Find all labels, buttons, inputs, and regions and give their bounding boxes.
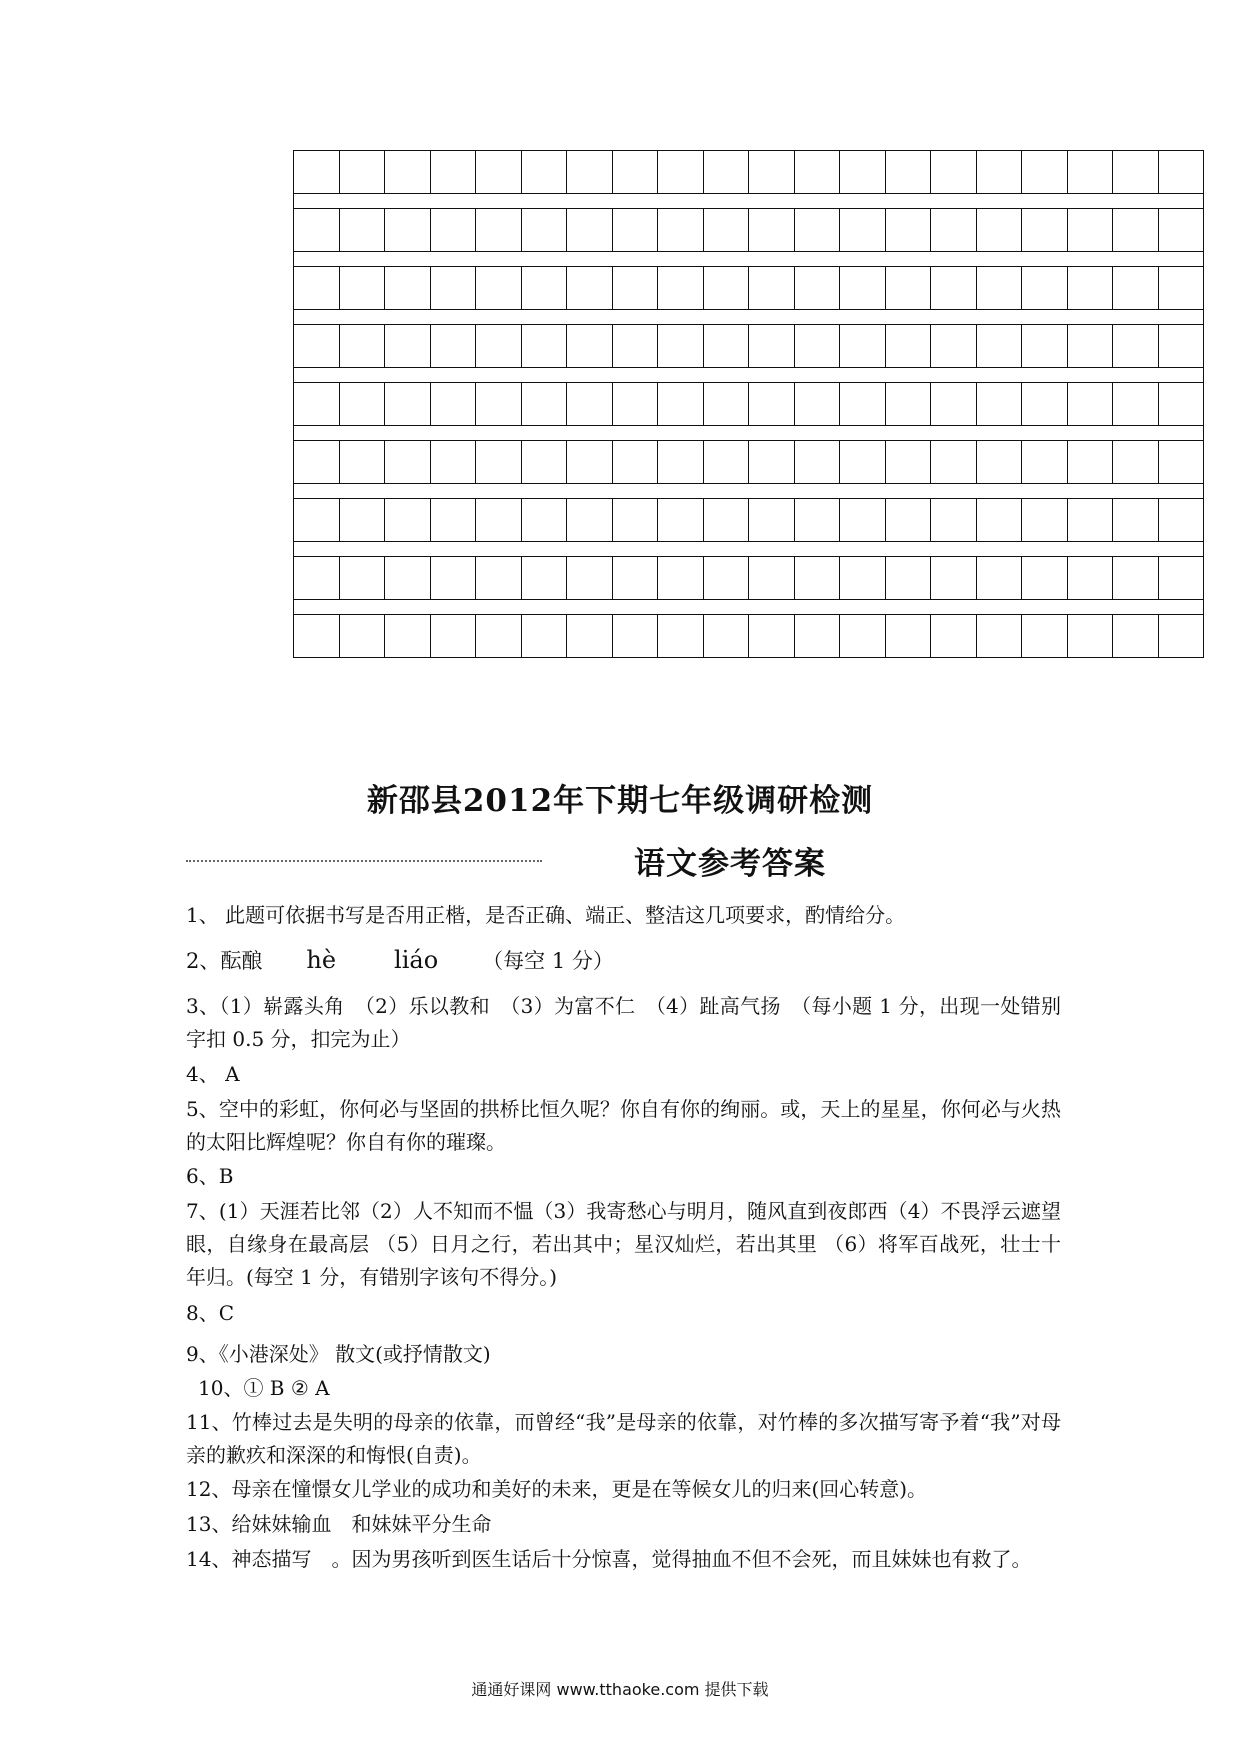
grid-cell (475, 499, 521, 541)
composition-grid (293, 150, 1204, 658)
grid-cell (794, 383, 840, 425)
grid-cell (339, 615, 385, 657)
answer-8: 8、C (186, 1301, 235, 1325)
grid-cell (521, 267, 567, 309)
grid-cell (976, 499, 1022, 541)
grid-cell (885, 615, 931, 657)
grid-cell (976, 267, 1022, 309)
grid-cell (521, 615, 567, 657)
grid-cell (430, 499, 476, 541)
grid-cell (1112, 383, 1158, 425)
grid-cell (430, 615, 476, 657)
grid-cell (885, 383, 931, 425)
grid-cell (930, 325, 976, 367)
grid-cell (1112, 209, 1158, 251)
grid-cell (930, 441, 976, 483)
grid-cell (930, 267, 976, 309)
grid-cell (339, 557, 385, 599)
grid-cell (839, 499, 885, 541)
grid-cell (384, 325, 430, 367)
grid-cell (612, 267, 658, 309)
grid-cell (885, 325, 931, 367)
grid-cell (294, 151, 339, 193)
grid-cell (657, 441, 703, 483)
grid-cell (475, 151, 521, 193)
grid-cell (794, 557, 840, 599)
grid-cell (384, 615, 430, 657)
grid-cell (612, 615, 658, 657)
grid-cell (1021, 499, 1067, 541)
grid-cell (657, 499, 703, 541)
grid-cell (294, 441, 339, 483)
grid-cell (475, 557, 521, 599)
grid-cell (748, 499, 794, 541)
grid-cell (839, 557, 885, 599)
grid-cell (1112, 267, 1158, 309)
grid-cell (384, 151, 430, 193)
grid-cell (976, 383, 1022, 425)
grid-cell (566, 209, 612, 251)
grid-row (294, 383, 1203, 425)
grid-cell (1067, 557, 1113, 599)
grid-cell (930, 151, 976, 193)
grid-row-separator (294, 599, 1203, 615)
document-subtitle: 语文参考答案 (634, 846, 826, 882)
grid-cell (930, 557, 976, 599)
grid-cell (839, 209, 885, 251)
grid-cell (885, 267, 931, 309)
grid-cell (794, 325, 840, 367)
grid-cell (1112, 557, 1158, 599)
grid-cell (1158, 267, 1204, 309)
grid-cell (384, 441, 430, 483)
answer-2-note: （每空 1 分） (482, 949, 614, 973)
grid-cell (430, 383, 476, 425)
grid-cell (1158, 557, 1204, 599)
grid-cell (885, 557, 931, 599)
grid-cell (430, 151, 476, 193)
grid-cell (794, 441, 840, 483)
grid-cell (657, 383, 703, 425)
grid-cell (430, 209, 476, 251)
grid-cell (657, 557, 703, 599)
grid-cell (794, 499, 840, 541)
grid-cell (1021, 267, 1067, 309)
grid-cell (794, 209, 840, 251)
grid-cell (566, 383, 612, 425)
grid-cell (885, 499, 931, 541)
grid-cell (1021, 325, 1067, 367)
grid-cell (1021, 209, 1067, 251)
answer-10: 10、① B ② A (198, 1376, 330, 1400)
grid-cell (294, 267, 339, 309)
grid-cell (885, 151, 931, 193)
grid-cell (976, 209, 1022, 251)
grid-cell (475, 615, 521, 657)
grid-cell (839, 151, 885, 193)
grid-row-separator (294, 251, 1203, 267)
grid-cell (1158, 441, 1204, 483)
grid-cell (976, 151, 1022, 193)
answer-2 (186, 944, 1061, 978)
grid-row (294, 499, 1203, 541)
grid-cell (703, 557, 749, 599)
grid-cell (339, 325, 385, 367)
grid-cell (566, 499, 612, 541)
grid-cell (657, 151, 703, 193)
grid-cell (612, 383, 658, 425)
answer-3: 3、（1）崭露头角 （2）乐以教和 （3）为富不仁 （4）趾高气扬 （每小题 1 分，出现一处错别字扣 0.5 分，扣完为止） (186, 994, 1061, 1051)
grid-cell (1158, 383, 1204, 425)
grid-cell (384, 383, 430, 425)
answer-11: 11、竹棒过去是失明的母亲的依靠，而曾经“我”是母亲的依靠，对竹棒的多次描写寄予着“我”对母亲的歉疚和深深的和悔恨(自责)。 (186, 1410, 1061, 1467)
grid-cell (339, 499, 385, 541)
grid-cell (1112, 615, 1158, 657)
grid-cell (703, 615, 749, 657)
grid-cell (475, 383, 521, 425)
grid-cell (430, 325, 476, 367)
grid-cell (1112, 325, 1158, 367)
grid-cell (1158, 209, 1204, 251)
grid-row (294, 209, 1203, 251)
grid-cell (976, 325, 1022, 367)
grid-cell (885, 209, 931, 251)
grid-cell (1021, 383, 1067, 425)
grid-cell (612, 151, 658, 193)
grid-cell (885, 441, 931, 483)
grid-cell (1158, 615, 1204, 657)
grid-cell (294, 499, 339, 541)
grid-cell (1021, 151, 1067, 193)
grid-cell (521, 325, 567, 367)
grid-cell (384, 209, 430, 251)
grid-cell (566, 441, 612, 483)
answer-6: 6、B (186, 1164, 234, 1188)
grid-cell (1158, 151, 1204, 193)
grid-cell (566, 325, 612, 367)
grid-row-separator (294, 367, 1203, 383)
grid-row-separator (294, 483, 1203, 499)
grid-cell (612, 441, 658, 483)
grid-cell (703, 209, 749, 251)
grid-cell (475, 209, 521, 251)
grid-cell (839, 615, 885, 657)
grid-row (294, 615, 1203, 657)
grid-cell (976, 441, 1022, 483)
grid-cell (1067, 615, 1113, 657)
grid-cell (430, 557, 476, 599)
grid-cell (1067, 325, 1113, 367)
grid-cell (1112, 151, 1158, 193)
grid-cell (339, 267, 385, 309)
grid-cell (839, 267, 885, 309)
grid-cell (475, 325, 521, 367)
answer-1: 1、 此题可依据书写是否用正楷，是否正确、端正、整洁这几项要求，酌情给分。 (186, 903, 906, 927)
grid-row-separator (294, 309, 1203, 325)
grid-cell (566, 267, 612, 309)
grid-cell (703, 325, 749, 367)
grid-cell (1112, 499, 1158, 541)
grid-cell (521, 441, 567, 483)
grid-cell (703, 267, 749, 309)
grid-cell (1067, 267, 1113, 309)
answer-2-pinyin-1: hè (306, 946, 337, 974)
answer-5: 5、空中的彩虹，你何必与坚固的拱桥比恒久呢？你自有你的绚丽。或，天上的星星，你何必与火热的太阳比辉煌呢？你自有你的璀璨。 (186, 1097, 1061, 1154)
grid-row (294, 151, 1203, 193)
grid-cell (521, 151, 567, 193)
grid-cell (703, 441, 749, 483)
grid-cell (384, 267, 430, 309)
grid-cell (930, 209, 976, 251)
grid-cell (1067, 441, 1113, 483)
footer-credit: 通通好课网 www.tthaoke.com 提供下载 (471, 1680, 769, 1699)
grid-cell (521, 557, 567, 599)
grid-row (294, 325, 1203, 367)
grid-cell (794, 267, 840, 309)
answer-14: 14、神态描写 。因为男孩听到医生话后十分惊喜，觉得抽血不但不会死，而且妹妹也有救了。 (186, 1547, 1032, 1571)
grid-cell (1021, 615, 1067, 657)
grid-row (294, 441, 1203, 483)
grid-cell (930, 499, 976, 541)
grid-cell (839, 441, 885, 483)
grid-cell (1158, 325, 1204, 367)
grid-row (294, 267, 1203, 309)
grid-cell (1067, 151, 1113, 193)
grid-cell (430, 267, 476, 309)
grid-cell (748, 267, 794, 309)
grid-cell (521, 499, 567, 541)
document-title: 新邵县2012年下期七年级调研检测 (366, 783, 874, 819)
grid-cell (1067, 499, 1113, 541)
grid-cell (703, 383, 749, 425)
grid-cell (1067, 383, 1113, 425)
grid-cell (294, 557, 339, 599)
grid-cell (384, 557, 430, 599)
answer-4: 4、 A (186, 1062, 240, 1086)
grid-cell (612, 557, 658, 599)
grid-cell (339, 383, 385, 425)
grid-cell (748, 209, 794, 251)
grid-cell (294, 325, 339, 367)
answer-2-word: 2、酝酿 (186, 949, 263, 973)
grid-cell (521, 209, 567, 251)
grid-cell (1021, 441, 1067, 483)
answer-13: 13、给妹妹输血 和妹妹平分生命 (186, 1512, 492, 1536)
grid-cell (566, 615, 612, 657)
grid-cell (657, 325, 703, 367)
grid-cell (657, 267, 703, 309)
grid-cell (1158, 499, 1204, 541)
grid-cell (748, 441, 794, 483)
grid-cell (384, 499, 430, 541)
grid-cell (1112, 441, 1158, 483)
grid-cell (839, 383, 885, 425)
grid-cell (1021, 557, 1067, 599)
grid-cell (748, 615, 794, 657)
grid-cell (475, 267, 521, 309)
grid-cell (430, 441, 476, 483)
grid-cell (703, 151, 749, 193)
grid-cell (930, 615, 976, 657)
grid-row (294, 557, 1203, 599)
grid-cell (475, 441, 521, 483)
grid-row-separator (294, 541, 1203, 557)
grid-cell (794, 615, 840, 657)
grid-cell (294, 615, 339, 657)
grid-cell (339, 441, 385, 483)
grid-cell (703, 499, 749, 541)
grid-cell (748, 557, 794, 599)
grid-cell (521, 383, 567, 425)
grid-cell (612, 209, 658, 251)
grid-row-separator (294, 425, 1203, 441)
grid-cell (566, 557, 612, 599)
grid-cell (612, 325, 658, 367)
grid-cell (839, 325, 885, 367)
grid-cell (1067, 209, 1113, 251)
answer-2-pinyin-2: liáo (394, 946, 439, 974)
grid-cell (657, 209, 703, 251)
grid-cell (657, 615, 703, 657)
grid-cell (748, 151, 794, 193)
grid-cell (794, 151, 840, 193)
grid-cell (976, 615, 1022, 657)
grid-cell (566, 151, 612, 193)
grid-cell (748, 325, 794, 367)
answer-7: 7、(1）天涯若比邻（2）人不知而不愠（3）我寄愁心与明月，随风直到夜郎西（4）不畏浮云遮望眼，自缘身在最高层 （5）日月之行，若出其中；星汉灿烂，若出其里 （6）将军百战死，壮士十年归。(每空 1 分，有错别字该句不得分。) (186, 1199, 1061, 1289)
grid-row-separator (294, 193, 1203, 209)
grid-cell (294, 383, 339, 425)
answer-12: 12、母亲在憧憬女儿学业的成功和美好的未来，更是在等候女儿的归来(回心转意)。 (186, 1477, 928, 1501)
answer-9: 9、《小港深处》 散文(或抒情散文) (186, 1342, 491, 1366)
grid-cell (294, 209, 339, 251)
grid-cell (612, 499, 658, 541)
grid-cell (748, 383, 794, 425)
grid-cell (339, 151, 385, 193)
grid-cell (976, 557, 1022, 599)
grid-cell (930, 383, 976, 425)
grid-cell (339, 209, 385, 251)
